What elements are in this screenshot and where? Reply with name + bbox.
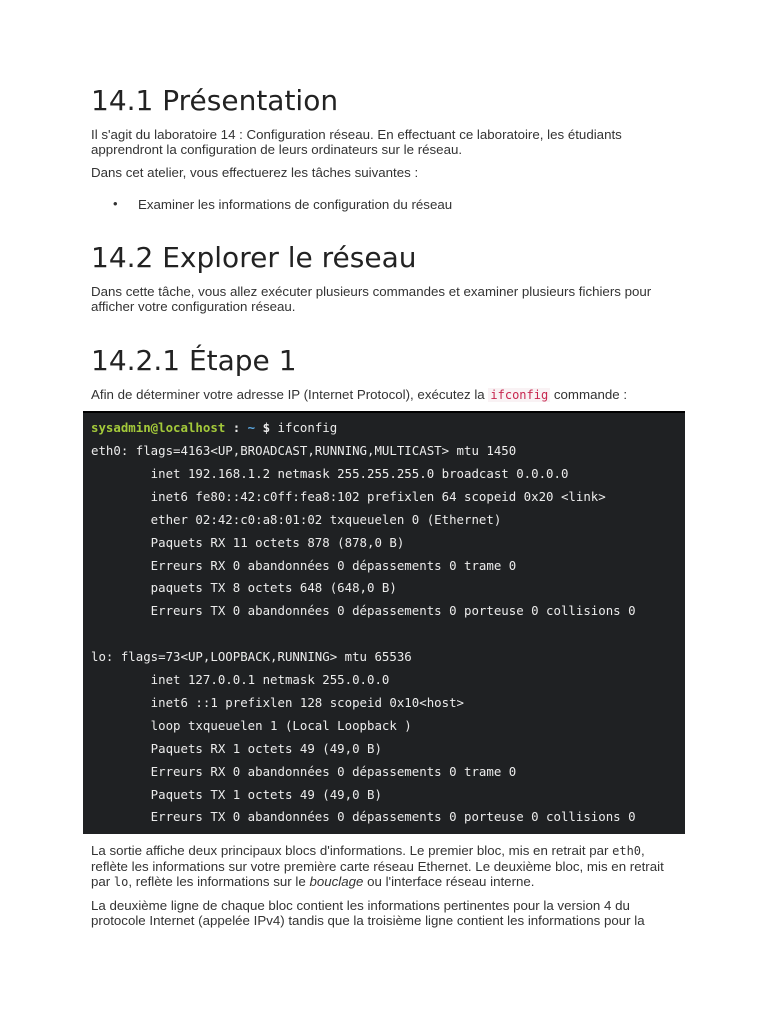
prompt-separator: : — [225, 420, 248, 435]
explanation-text-3: , reflète les informations sur le — [128, 874, 310, 889]
bullet-marker: • — [113, 196, 118, 211]
prompt-line — [91, 420, 337, 436]
inline-code-lo: lo — [113, 875, 129, 889]
terminal-line: Erreurs TX 0 abandonnées 0 dépassements 0 porteuse 0 collisions 0 — [91, 603, 636, 619]
tasks-intro: Dans cet atelier, vous effectuerez les tâches suivantes : — [91, 165, 419, 180]
explanation-text-4: ou l'interface réseau interne. — [363, 874, 535, 889]
terminal-line: paquets TX 8 octets 648 (648,0 B) — [91, 580, 397, 596]
etape-intro-text-end: commande : — [550, 387, 628, 402]
explanation-text-2: , reflète les informations sur votre première carte réseau Ethernet. Le deuxième bloc, mis en retrait par — [91, 843, 664, 889]
list-item-text: Examiner les informations de configuration du réseau — [138, 197, 453, 212]
inline-code-ifconfig: ifconfig — [490, 388, 549, 402]
prompt-directory: ~ — [247, 420, 256, 435]
terminal-line: Erreurs RX 0 abandonnées 0 dépassements 0 trame 0 — [91, 763, 517, 779]
terminal-line: Paquets RX 11 octets 878 (878,0 B) — [91, 534, 405, 550]
explanation-text-1: La sortie affiche deux principaux blocs d'informations. Le premier bloc, mis en retrait par — [91, 843, 613, 858]
terminal-line: inet 127.0.0.1 netmask 255.0.0.0 — [91, 672, 390, 687]
terminal-line: ether 02:42:c0:a8:01:02 txqueuelen 0 (Ethernet) — [91, 511, 502, 527]
terminal-line: lo: flags=73<UP,LOOPBACK,RUNNING> mtu 65536 — [91, 649, 412, 665]
heading-presentation: 14.1 Présentation — [91, 84, 339, 117]
heading-etape: 14.2.1 Étape 1 — [91, 344, 297, 377]
inline-code-eth0: eth0 — [612, 844, 642, 858]
terminal-line: eth0: flags=4163<UP,BROADCAST,RUNNING,MULTICAST> mtu 1450 — [91, 443, 517, 458]
terminal-line: Erreurs TX 0 abandonnées 0 dépassements 0 porteuse 0 collisions 0 — [91, 809, 636, 825]
terminal-line: Erreurs RX 0 abandonnées 0 dépassements 0 trame 0 — [91, 557, 517, 573]
task-list — [91, 197, 452, 212]
heading-explorer: 14.2 Explorer le réseau — [91, 241, 417, 274]
explorer-paragraph: Dans cette tâche, vous allez exécuter plusieurs commandes et examiner plusieurs fichiers pour afficher votre configuration réseau. — [91, 284, 652, 314]
prompt-user: sysadmin@localhost — [91, 420, 226, 435]
terminal-line: loop txqueuelen 1 (Local Loopback ) — [91, 717, 412, 733]
terminal-command: ifconfig — [277, 420, 338, 435]
emphasis-bouclage: bouclage — [309, 874, 364, 889]
list-item — [91, 197, 452, 212]
etape-intro — [91, 387, 681, 403]
output-explanation — [91, 843, 681, 890]
ipv4-paragraph: La deuxième ligne de chaque bloc contient les informations pertinentes pour la version 4 du protocole Internet (appelée IPv4) tandis que la troisième ligne contient les informations pour la — [91, 898, 645, 928]
etape-intro-text: Afin de déterminer votre adresse IP (Internet Protocol), exécutez la — [91, 387, 489, 402]
terminal-line: inet 192.168.1.2 netmask 255.255.255.0 broadcast 0.0.0.0 — [91, 465, 569, 481]
terminal-line: Paquets RX 1 octets 49 (49,0 B) — [91, 740, 382, 756]
terminal-line: inet6 fe80::42:c0ff:fea8:102 prefixlen 64 scopeid 0x20 <link> — [91, 488, 606, 504]
prompt-symbol: $ — [255, 420, 278, 435]
terminal-line: Paquets TX 1 octets 49 (49,0 B) — [91, 786, 382, 802]
terminal-output — [83, 411, 685, 834]
terminal-line: inet6 ::1 prefixlen 128 scopeid 0x10<host> — [91, 694, 464, 710]
intro-paragraph: Il s'agit du laboratoire 14 : Configuration réseau. En effectuant ce laboratoire, les étudiants apprendront la configuration de leurs ordinateurs sur le réseau. — [91, 127, 622, 157]
